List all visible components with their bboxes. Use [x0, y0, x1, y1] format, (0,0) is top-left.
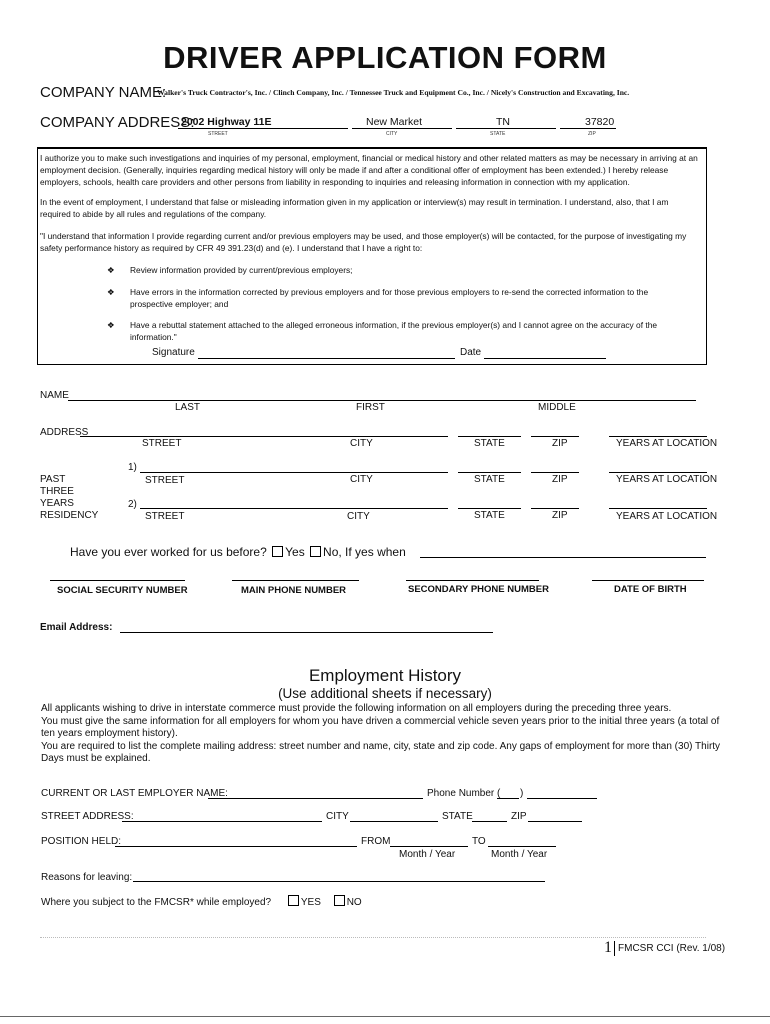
- street-caption: STREET: [208, 131, 228, 137]
- address-street-field[interactable]: [80, 436, 448, 437]
- email-label: Email Address:: [40, 622, 113, 633]
- employer-state-field[interactable]: [472, 821, 507, 822]
- employer-city-field[interactable]: [350, 821, 438, 822]
- dob-field[interactable]: [592, 580, 704, 581]
- zip-caption: ZIP: [588, 131, 596, 137]
- form-id: FMCSR CCI (Rev. 1/08): [618, 943, 726, 954]
- residency-2-number: 2): [128, 499, 137, 510]
- name-field[interactable]: [68, 400, 696, 401]
- page-number: 1: [604, 939, 612, 956]
- employer-field[interactable]: [208, 798, 423, 799]
- residency-1-street-field[interactable]: [140, 472, 448, 473]
- right-review: Review information provided by current/previous employers;: [130, 265, 353, 275]
- authorization-paragraph-2: In the event of employment, I understand that false or misleading information given in my application or interview(s) may result in termination. I understand, also, that I am required to abide by all rules and regulations of the company.: [40, 197, 669, 219]
- authorization-paragraph-1: I authorize you to make such investigations and inquiries of my personal, employment, financial or medical history and other related matters as may be necessary in arriving at an employment decision. (Generally, inquiries regarding medical history will only be made if and after a conditional offer of employment has been extended.) I hereby release employers, schools, health care providers and other persons from liability in responding to inquiries and releasing information in connection with my application.: [40, 153, 698, 187]
- employment-instructions: All applicants wishing to drive in interstate commerce must provide the following information on all employers during the preceding three years. You must give the same information for all employers for whom you have driven a commercial vehicle seven years prior to the initial three years (a total of ten years employment history). You are required to list the complete mailing address: street number and name, city, state and zip code. Any gaps of employment for more than (30) Thirty Days must be explained.: [41, 703, 721, 764]
- worked-no-label: No, If yes when: [323, 545, 406, 559]
- employment-history-heading: Employment History: [308, 666, 462, 685]
- fmcsr-question: [41, 895, 362, 908]
- name-label: NAME: [40, 390, 69, 401]
- bullet-icon: ❖: [107, 320, 115, 330]
- worked-when-field[interactable]: [420, 557, 706, 558]
- company-city: New Market: [366, 116, 423, 128]
- residency-1-years-field[interactable]: [609, 472, 707, 473]
- fmcsr-question-text: Where you subject to the FMCSR* while employed?: [41, 897, 272, 908]
- divider: [40, 937, 706, 938]
- position-label: POSITION HELD:: [41, 836, 122, 847]
- page-bottom-edge: [0, 1016, 770, 1017]
- worked-before-text: Have you ever worked for us before?: [70, 545, 267, 559]
- signature-date-field[interactable]: [484, 358, 606, 359]
- state-caption: STATE: [474, 510, 505, 521]
- bullet-icon: ❖: [107, 265, 115, 275]
- position-field[interactable]: [115, 846, 357, 847]
- company-address-label: COMPANY ADDRESS:: [40, 114, 195, 131]
- date-label: Date: [460, 347, 482, 358]
- company-street: 2002 Highway 11E: [181, 116, 272, 128]
- company-name-value: Walker's Truck Contractor's, Inc. / Clinch Company, Inc. / Tennessee Truck and Equipment Co., Inc. / Nicely's Construction and Excavating, Inc.: [157, 88, 630, 97]
- employment-history-subheading: (Use additional sheets if necessary): [278, 686, 492, 701]
- address-state-field[interactable]: [458, 436, 521, 437]
- state-caption: STATE: [474, 438, 505, 449]
- street-caption: STREET: [142, 438, 182, 449]
- signature-field[interactable]: [198, 358, 455, 359]
- past-residency-label: PAST THREE YEARS RESIDENCY: [40, 474, 99, 521]
- worked-no-checkbox[interactable]: [310, 546, 321, 557]
- employer-street-field[interactable]: [122, 821, 322, 822]
- zip-caption: ZIP: [552, 438, 568, 449]
- ssn-caption: SOCIAL SECURITY NUMBER: [57, 585, 188, 596]
- street-caption: STREET: [145, 511, 185, 522]
- email-field[interactable]: [120, 632, 493, 633]
- secondary-phone-field[interactable]: [406, 580, 539, 581]
- state-caption: STATE: [490, 131, 506, 137]
- residency-2-street-field[interactable]: [140, 508, 448, 509]
- ssn-field[interactable]: [50, 580, 185, 581]
- street-address-label: STREET ADDRESS:: [41, 811, 134, 822]
- street-caption: STREET: [145, 475, 185, 486]
- phone-label: Phone Number (: [427, 788, 501, 799]
- worked-yes-checkbox[interactable]: [272, 546, 283, 557]
- phone-field[interactable]: [527, 798, 597, 799]
- first-caption: FIRST: [356, 402, 385, 413]
- from-month-year-caption: Month / Year: [399, 849, 456, 860]
- right-rebuttal: Have a rebuttal statement attached to the alleged erroneous information, if the previous employer(s) and I cannot agree on the accuracy of the information.": [130, 320, 658, 342]
- main-phone-field[interactable]: [232, 580, 359, 581]
- signature-label: Signature: [152, 347, 195, 358]
- reasons-field[interactable]: [133, 881, 545, 882]
- bullet-icon: ❖: [107, 287, 115, 297]
- employer-zip-label: ZIP: [511, 811, 527, 822]
- company-state: TN: [496, 116, 510, 128]
- address-zip-field[interactable]: [531, 436, 579, 437]
- authorization-paragraph-3: "I understand that information I provide regarding current and/or previous employers may be used, and those employer(s) will be contacted, for the purpose of investigating my safety performance history as required by CFR 49 391.23(d) and (e). I understand that I have a right to:: [40, 231, 687, 253]
- city-caption: CITY: [347, 511, 370, 522]
- secondary-phone-caption: SECONDARY PHONE NUMBER: [408, 584, 549, 595]
- worked-before-question: [70, 545, 406, 559]
- fmcsr-yes-checkbox[interactable]: [288, 895, 299, 906]
- reasons-label: Reasons for leaving:: [41, 872, 133, 883]
- residency-1-number: 1): [128, 462, 137, 473]
- employer-zip-field[interactable]: [528, 821, 582, 822]
- employer-state-label: STATE: [442, 811, 473, 822]
- to-month-year-caption: Month / Year: [491, 849, 548, 860]
- city-caption: CITY: [350, 474, 373, 485]
- residency-2-state-field[interactable]: [458, 508, 521, 509]
- form-title: DRIVER APPLICATION FORM: [163, 40, 607, 75]
- years-caption: YEARS AT LOCATION: [616, 474, 718, 485]
- address-label: ADDRESS: [40, 427, 89, 438]
- from-field[interactable]: [390, 846, 468, 847]
- residency-1-state-field[interactable]: [458, 472, 521, 473]
- fmcsr-no-label: NO: [346, 897, 362, 908]
- employer-label: CURRENT OR LAST EMPLOYER NAME:: [41, 788, 228, 799]
- state-caption: STATE: [474, 474, 505, 485]
- middle-caption: MIDDLE: [538, 402, 576, 413]
- fmcsr-no-checkbox[interactable]: [334, 895, 345, 906]
- company-zip: 37820: [585, 116, 615, 128]
- zip-caption: ZIP: [552, 474, 568, 485]
- residency-2-years-field[interactable]: [609, 508, 707, 509]
- to-field[interactable]: [488, 846, 556, 847]
- phone-close: ): [520, 788, 524, 799]
- worked-yes-label: Yes: [285, 545, 305, 559]
- zip-caption: ZIP: [552, 510, 568, 521]
- city-caption: CITY: [386, 131, 398, 137]
- from-label: FROM: [361, 836, 391, 847]
- phone-area-field[interactable]: [497, 798, 519, 799]
- years-caption: YEARS AT LOCATION: [616, 511, 718, 522]
- footer-divider: [614, 941, 615, 956]
- right-correct: Have errors in the information corrected by previous employers and for those previous employers to re-send the corrected information to the prospective employer; and: [130, 287, 649, 309]
- years-caption: YEARS AT LOCATION: [616, 438, 718, 449]
- last-caption: LAST: [175, 402, 201, 413]
- dob-caption: DATE OF BIRTH: [614, 584, 687, 595]
- residency-1-zip-field[interactable]: [531, 472, 579, 473]
- to-label: TO: [472, 836, 486, 847]
- fmcsr-yes-label: YES: [300, 897, 321, 908]
- city-caption: CITY: [350, 438, 373, 449]
- residency-2-zip-field[interactable]: [531, 508, 579, 509]
- address-years-field[interactable]: [609, 436, 707, 437]
- company-name-label: COMPANY NAME:: [40, 84, 167, 101]
- main-phone-caption: MAIN PHONE NUMBER: [241, 585, 347, 596]
- employer-city-label: CITY: [326, 811, 349, 822]
